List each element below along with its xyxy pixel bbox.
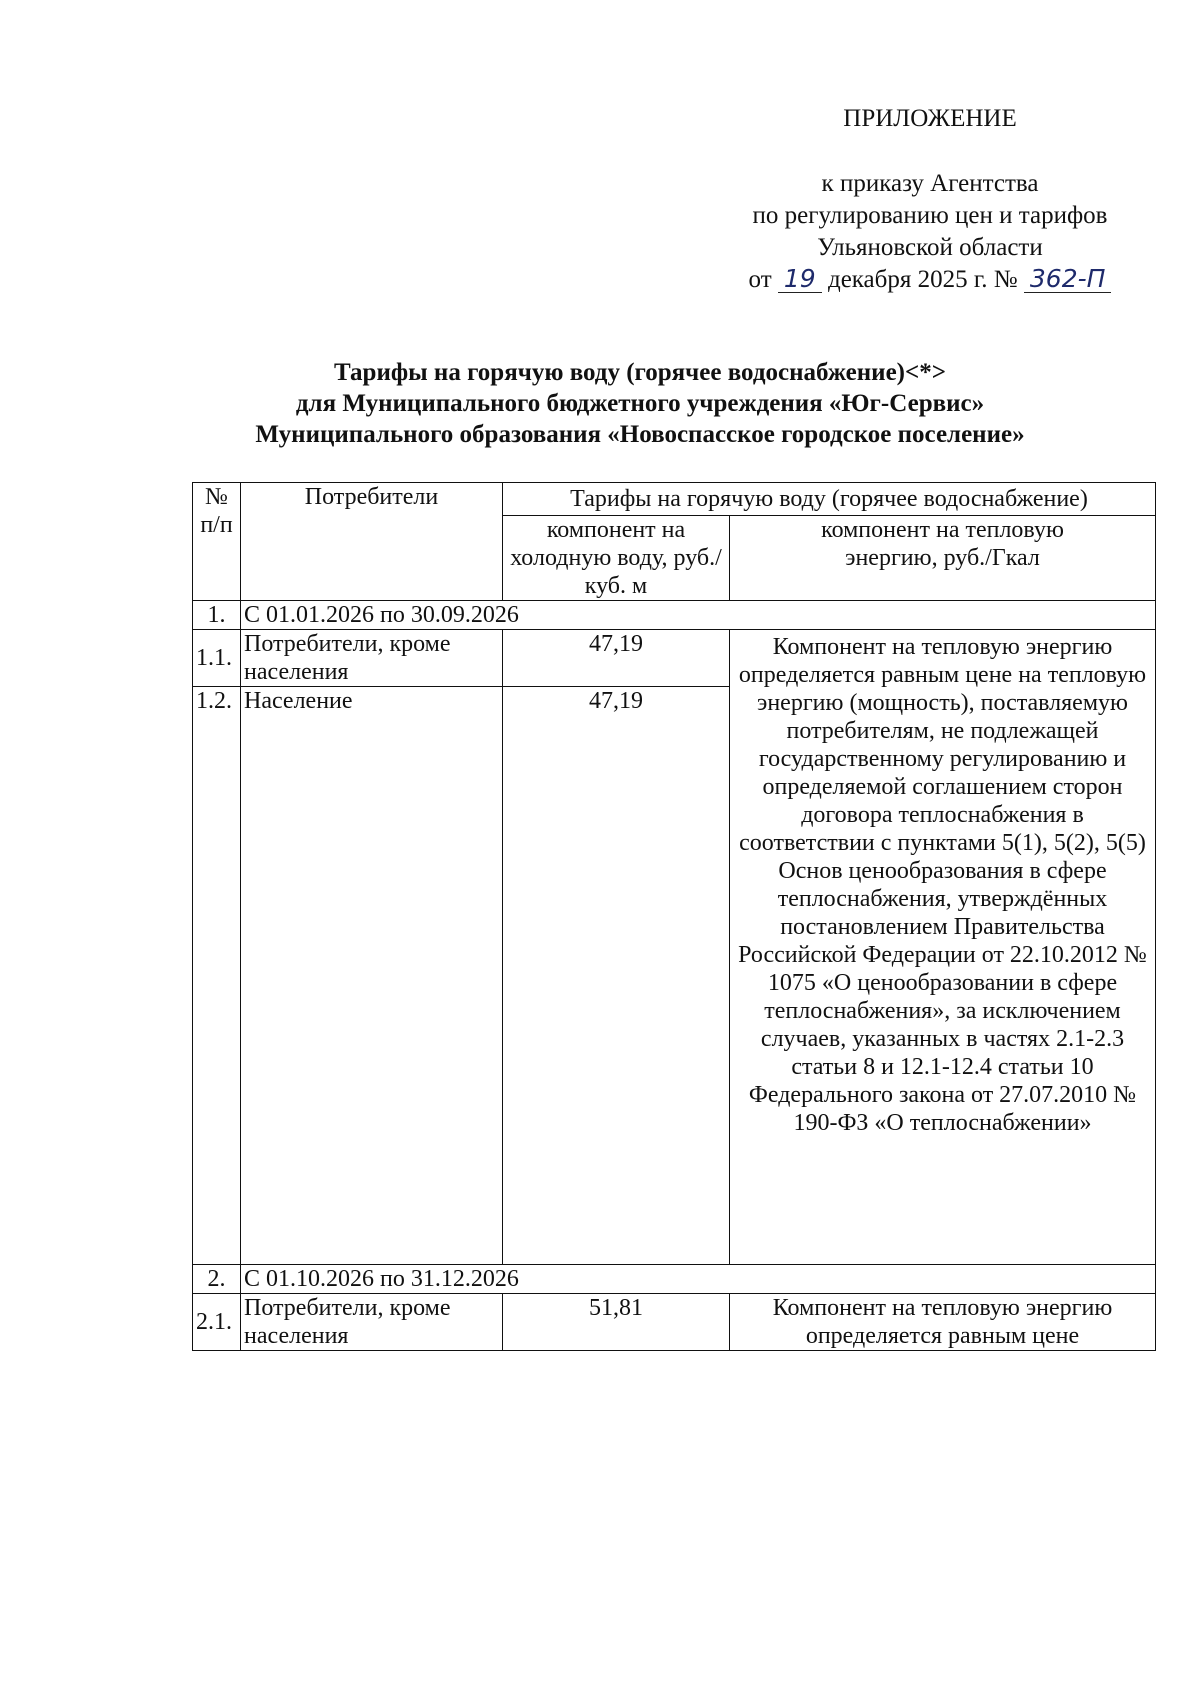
section-2-period: С 01.10.2026 по 31.12.2026: [241, 1265, 1156, 1294]
table-row: [193, 1294, 1156, 1351]
header-num: № п/п: [193, 483, 241, 601]
table-header-row: [193, 483, 1156, 516]
header-tariffs: Тарифы на горячую воду (горячее водоснабжение): [503, 483, 1156, 516]
appendix-line-1: к приказу Агентства: [821, 170, 1039, 197]
document-heading: [180, 357, 1100, 450]
heading-line-3: Муниципального образования «Новоспасское городское поселение»: [255, 421, 1025, 448]
date-day-handwritten: 19: [778, 266, 822, 293]
row-1-2-consumer: Население: [241, 687, 503, 1265]
row-2-1-heat: Компонент на тепловую энергию определяется равным цене: [730, 1294, 1156, 1351]
section-1-period: С 01.01.2026 по 30.09.2026: [241, 601, 1156, 630]
section-1-num: 1.: [193, 601, 241, 630]
appendix-title: ПРИЛОЖЕНИЕ: [843, 105, 1017, 132]
row-1-2-cold: 47,19: [503, 687, 730, 1265]
header-heat-component: компонент на тепловую энергию, руб./Гкал: [730, 516, 1156, 601]
date-rest: декабря 2025 г. №: [827, 266, 1018, 293]
header-consumers: Потребители: [241, 483, 503, 601]
row-1-1-num: 1.1.: [193, 630, 241, 687]
order-number-handwritten: 362-П: [1024, 266, 1112, 293]
date-prefix: от: [748, 266, 772, 293]
row-2-1-cold: 51,81: [503, 1294, 730, 1351]
heading-line-1: Тарифы на горячую воду (горячее водоснабжение)<*>: [334, 359, 946, 386]
appendix-line-3: Ульяновской области: [817, 234, 1043, 261]
row-1-1-cold: 47,19: [503, 630, 730, 687]
appendix-line-2: по регулированию цен и тарифов: [752, 202, 1108, 229]
section-row-2: [193, 1265, 1156, 1294]
heat-component-text: Компонент на тепловую энергию определяется равным цене на тепловую энергию (мощность), поставляемую потребителям, не подлежащей государственному регулированию и определяемой соглашением сторон договора теплоснабжения в соответствии с пунктами 5(1), 5(2), 5(5) Основ ценообразования в сфере теплоснабжения, утверждённых постановлением Правительства Российской Федерации от 22.10.2012 № 1075 «О ценообразовании в сфере теплоснабжения», за исключением случаев, указанных в частях 2.1-2.3 статьи 8 и 12.1-12.4 статьи 10 Федерального закона от 27.07.2010 № 190-ФЗ «О теплоснабжении»: [730, 630, 1156, 1265]
row-2-1-num: 2.1.: [193, 1294, 241, 1351]
heading-line-2: для Муниципального бюджетного учреждения «Юг-Сервис»: [295, 390, 985, 417]
row-1-2-num: 1.2.: [193, 687, 241, 1265]
table-row: [193, 630, 1156, 687]
section-2-num: 2.: [193, 1265, 241, 1294]
row-1-1-consumer: Потребители, кроме населения: [241, 630, 503, 687]
appendix-date-line: [700, 264, 1160, 296]
tariffs-table: [192, 482, 1156, 1351]
row-2-1-consumer: Потребители, кроме населения: [241, 1294, 503, 1351]
section-row-1: [193, 601, 1156, 630]
header-cold-component: компонент на холодную воду, руб./куб. м: [503, 516, 730, 601]
